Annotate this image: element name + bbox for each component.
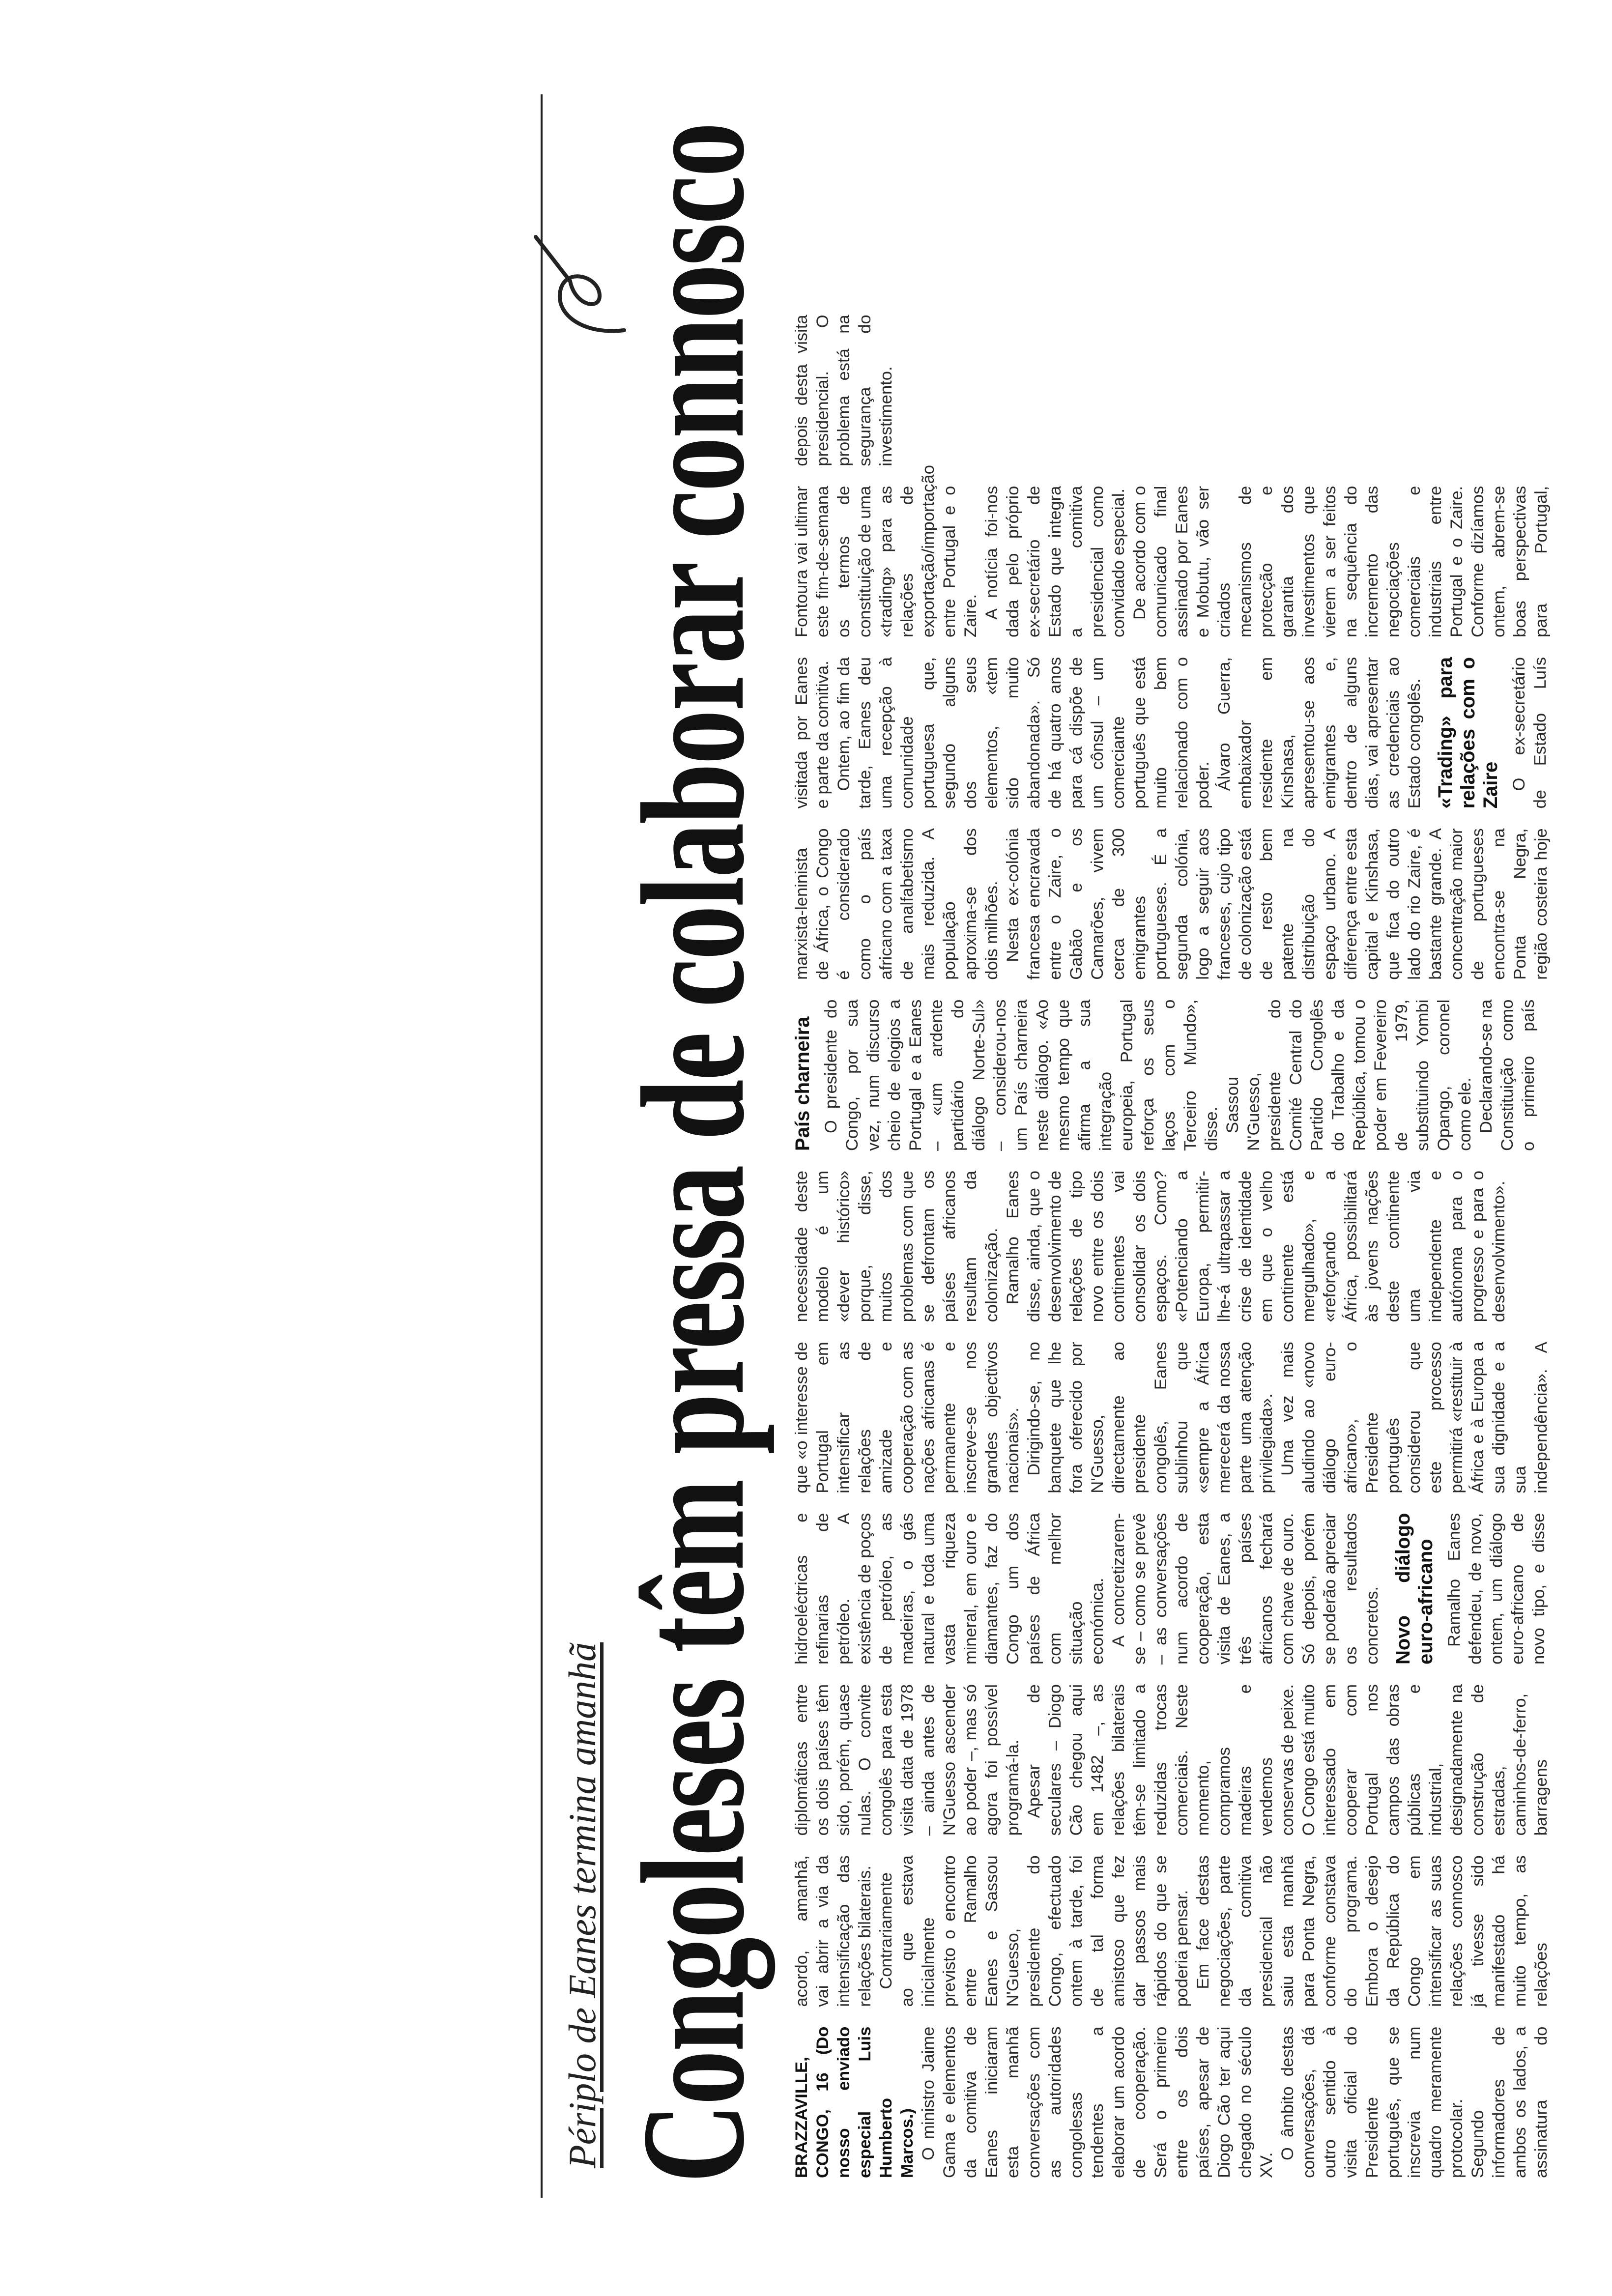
body-paragraph: Ramalho Eanes defendeu, de novo, ontem, um diálogo euro-africano de novo tipo, e disse que «o interesse de Portugal em intensificar as relações de amizade e cooperação com as nações africanas é permanente e inscreve-se nos grandes objectivos nacionais». — [792, 1342, 1548, 1665]
body-paragraph: A concretizarem-se – como se prevê – as conversações num acordo de cooperação, esta visita de Eanes, a três países africanos fechará com chave de ouro. Só depois, porém se poderão apreciar os resultados concretos. — [1109, 1513, 1382, 1665]
body-paragraph: Ramalho Eanes disse, ainda, que o desenvolvimento de relações de tipo novo entre os dois continentes vai consolidar os dois espaços. Como? «Potenciando a Europa, permitir-lhe-á ultrapassar a crise de identidade em que o velho continente está mergulhado», e «reforçando a África, possibilitará às jovens nações deste continente uma via independente e autónoma para o progresso e para o desenvolvimento». — [1004, 1171, 1508, 1322]
body-paragraph: Álvaro Guerra, embaixador residente em Kinshasa, apresentou-se aos emigrantes e, dentro de alguns dias, vai apresentar as credenciais ao Estado congolês. — [1215, 657, 1424, 809]
section-heading: País charneira — [792, 1016, 813, 1151]
article-headline: Congoleses têm pressa de colaborar connosco — [611, 123, 775, 2183]
section-heading: Novo diálogo euro-africano — [1392, 1513, 1437, 1665]
body-paragraph: Sassou N'Guesso, presidente do Comité Central do Partido Congolês do Trabalho e da República, tomou o poder em Fevereiro de 1979, substituindo Yombi Opango, coronel como ele. — [1223, 999, 1474, 1151]
body-paragraph: Em face destas negociações, parte da comitiva presidencial não saiu esta manhã para Ponta Negra, conforme constava do programa. Embora o desejo da República do Congo em intensificar as suas relações connosco já tivesse sido manifestado há muito tempo, as relações diplomáticas entre os dois países têm sido, porém, quase nulas. O convite congolês para esta visita data de 1978 – ainda antes de N'Guesso ascender ao poder –, mas só agora foi possível programá-la. — [792, 1684, 1551, 2007]
body-paragraph: Contrariamente ao que estava inicialmente previsto o encontro entre Ramalho Eanes e Sassou N'Guesso, presidente do Congo, efectuado ontem à tarde, foi de tal forma amistoso que fez dar passos mais rápidos do que se poderia pensar. — [877, 1855, 1191, 2007]
body-paragraph: A notícia foi-nos dada pelo próprio ex-secretário de Estado que integra a comitiva presidencial como convidado especial. — [982, 486, 1128, 638]
article-body — [791, 144, 1558, 2178]
body-paragraph: O âmbito destas conversações, dá outro sentido à visita oficial do Presidente português, que se inscrevia num quadro meramente protocolar. Segundo informadores de ambos os lados, a assinatura do acordo, amanhã, vai abrir a via da intensificação das relações bilaterais. — [792, 1855, 1551, 2178]
body-paragraph: Apesar de seculares – Diogo Cão chegou aqui em 1482 –, as relações bilaterais têm-se limitado a reduzidas trocas comerciais. Neste momento, compramos madeiras e vendemos conservas de peixe. O Congo está muito interessado em cooperar com Portugal nos campos das obras públicas e industrial, designadamente na construção de estradas, caminhos-de-ferro, barragens hidroeléctricas e refinarias de petróleo. A existência de poços de petróleo, as madeiras, o gás natural e toda uma vasta riqueza mineral, em ouro e diamantes, faz do Congo um dos países de África com melhor situação económica. — [792, 1513, 1551, 1836]
body-paragraph: Declarando-se na Constituição como o primeiro país marxista-leninista de África, o Congo é considerado como o país africano com a taxa de analfabetismo mais reduzida. A população aproxima-se dos dois milhões. — [792, 828, 1538, 1151]
body-paragraph: O ministro Jaime Gama e elementos da comitiva de Eanes iniciaram esta manhã conversações com as autoridades congolesas tendentes a elaborar um acordo de cooperação. Será o primeiro entre os dois países, apesar de Diogo Cão ter aqui chegado no século XV. — [919, 2026, 1276, 2178]
top-rule — [541, 94, 543, 2198]
article-kicker: Périplo de Eanes termina amanhã — [561, 1642, 604, 2168]
body-paragraph: Dirigindo-se, no banquete que lhe fora oferecido por N'Guesso, directamente ao presidente congolês, Eanes sublinhou que «sempre a África merecerá da nossa parte uma atenção privilegiada». — [1025, 1342, 1276, 1493]
dateline-paragraph — [791, 2027, 918, 2178]
article-dateline: BRAZZAVILLE, CONGO, 16 (Do nosso enviado especial Luis Humberto Marcos.) — [792, 2026, 917, 2178]
body-paragraph: De acordo com o comunicado final assinado por Eanes e Mobutu, vão ser criados mecanismos de protecção e garantia dos investimentos que vierem a ser feitos na sequência do incremento das negociações comerciais e industriais entre Portugal e o Zaire. Conforme dizíamos ontem, abrem-se boas perspectivas para Portugal, depois desta visita presidencial. O problema está na segurança do investimento. — [792, 315, 1551, 638]
body-paragraph: O presidente do Congo, por sua vez, num discurso cheio de elogios a Portugal e a Eanes – «um ardente partidário do diálogo Norte-Sul» – considerou-nos um País charneira neste diálogo. «Ao mesmo tempo que afirma a sua integração europeia, Portugal reforça os seus laços com o Terceiro Mundo», disse. — [822, 999, 1221, 1151]
body-paragraph: O ex-secretário de Estado Luís Fontoura vai ultimar este fim-de-semana os termos de constituição de uma «trading» para as relações de exportação/importação entre Portugal e o Zaire. — [792, 465, 1550, 809]
section-heading: «Trading» para relações com o Zaire — [1435, 657, 1501, 809]
body-paragraph: Ontem, ao fim da tarde, Eanes deu uma recepção à comunidade portuguesa que, segundo alguns dos seus elementos, «tem sido muito abandonada». Só de há quatro anos para cá dispõe de um cônsul – um comerciante português que está muito bem relacionado com o poder. — [835, 657, 1212, 809]
body-paragraph: Uma vez mais aludindo ao «novo diálogo euro-africano», o Presidente português considerou que este processo permitirá «restituir à África e à Europa a sua dignidade e a sua independência». A necessidade deste modelo é um «dever histórico» porque, disse, muitos dos problemas com que se defrontam os países africanos resultam da colonização. — [792, 1171, 1551, 1493]
body-paragraph: Nesta ex-colónia francesa encravada entre o Zaire, o Gabão e os Camarões, vivem cerca de 300 emigrantes portugueses. É a segunda colónia, logo a seguir aos franceses, cujo tipo de colonização está de resto bem patente na distribuição do espaço urbano. A diferença entre esta capital e Kinshasa, que fica do outro lado do rio Zaire, é bastante grande. A concentração maior de portugueses encontra-se na Ponta Negra, região costeira hoje visitada por Eanes e parte da comitiva. — [792, 657, 1551, 980]
